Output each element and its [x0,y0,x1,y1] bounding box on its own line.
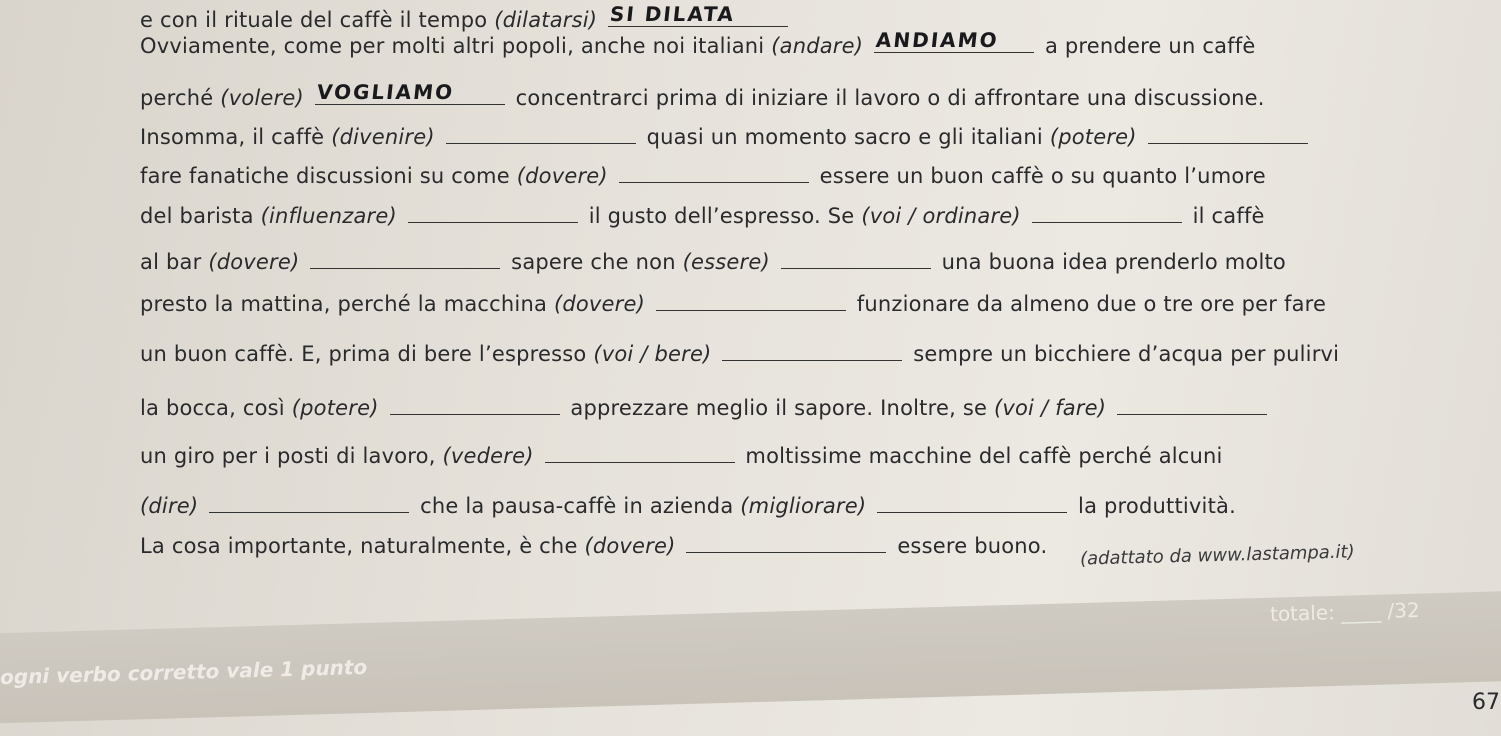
answer-blank[interactable] [1117,392,1267,415]
answer-blank[interactable] [874,30,1034,53]
text-line-12: (dire) che la pausa-caffè in azienda (migliorare) la produttività. [140,490,1236,519]
verb-hint: (potere) [1049,125,1137,149]
text-line-3: perché (volere) VOGLIAMO concentrarci prima di iniziare il lavoro o di affrontare una discussione. [140,80,1265,110]
text-line-1: e con il rituale del caffè il tempo (dilatarsi) SI DILATA [140,4,792,33]
text-line-10: la bocca, così (potere) apprezzare meglio il sapore. Inoltre, se (voi / fare) [140,392,1271,421]
answer-blank[interactable] [315,82,505,105]
verb-hint: (migliorare) [740,494,867,518]
answer-blank[interactable] [446,121,636,144]
verb-hint: (voi / bere) [593,342,712,366]
verb-hint: (influenzare) [260,204,397,228]
verb-hint: (divenire) [331,125,435,149]
answer-blank[interactable] [545,440,735,463]
answer-blank[interactable] [1032,200,1182,223]
text-line-6: del barista (influenzare) il gusto dell’espresso. Se (voi / ordinare) il caffè [140,200,1265,229]
answer-blank[interactable] [686,530,886,553]
handwritten-answer: SI DILATA [608,2,737,26]
page-number: 67 [1472,690,1500,715]
answer-blank[interactable] [408,200,578,223]
handwritten-answer: ANDIAMO [874,28,1000,52]
answer-blank[interactable] [722,338,902,361]
answer-blank[interactable] [619,160,809,183]
verb-hint: (essere) [682,250,770,274]
verb-hint: (dilatarsi) [494,8,598,32]
verb-hint: (volere) [220,86,304,110]
answer-blank[interactable] [608,4,788,27]
text-line-9: un buon caffè. E, prima di bere l’espresso (voi / bere) sempre un bicchiere d’acqua per pulirvi [140,338,1339,367]
verb-hint: (vedere) [442,444,534,468]
answer-blank[interactable] [209,490,409,513]
text-line-7: al bar (dovere) sapere che non (essere) una buona idea prenderlo molto [140,246,1286,275]
verb-hint: (voi / ordinare) [861,204,1021,228]
text-line-4: Insomma, il caffè (divenire) quasi un momento sacro e gli italiani (potere) [140,121,1312,150]
verb-hint: (dovere) [584,534,676,558]
verb-hint: (dovere) [208,250,300,274]
verb-hint: (dovere) [553,292,646,316]
answer-blank[interactable] [877,490,1067,513]
verb-hint: (dovere) [516,164,608,188]
verb-hint: (voi / fare) [993,396,1107,420]
text-line-2: Ovviamente, come per molti altri popoli, anche noi italiani (andare) ANDIAMO a prendere un caffè [140,28,1256,58]
text-line-8: presto la mattina, perché la macchina (dovere) funzionare da almeno due o tre ore per fare [140,288,1326,317]
verb-hint: (andare) [771,34,864,58]
handwritten-answer: VOGLIAMO [315,80,456,104]
verb-hint: (potere) [291,396,379,420]
verb-hint: (dire) [140,494,199,518]
answer-blank[interactable] [390,392,560,415]
answer-blank[interactable] [781,246,931,269]
answer-blank[interactable] [310,246,500,269]
text-line-13: La cosa importante, naturalmente, è che (dovere) essere buono. [140,530,1047,559]
scoring-note: ogni verbo corretto vale 1 punto [0,654,368,690]
text-line-5: fare fanatiche discussioni su come (dovere) essere un buon caffè o su quanto l’umore [140,160,1266,189]
answer-blank[interactable] [656,288,846,311]
text-line-11: un giro per i posti di lavoro, (vedere) moltissime macchine del caffè perché alcuni [140,440,1223,469]
source-citation: (adattato da www.lastampa.it) [1079,541,1355,570]
answer-blank[interactable] [1148,121,1308,144]
score-total: totale: ____ /32 [1269,597,1420,627]
